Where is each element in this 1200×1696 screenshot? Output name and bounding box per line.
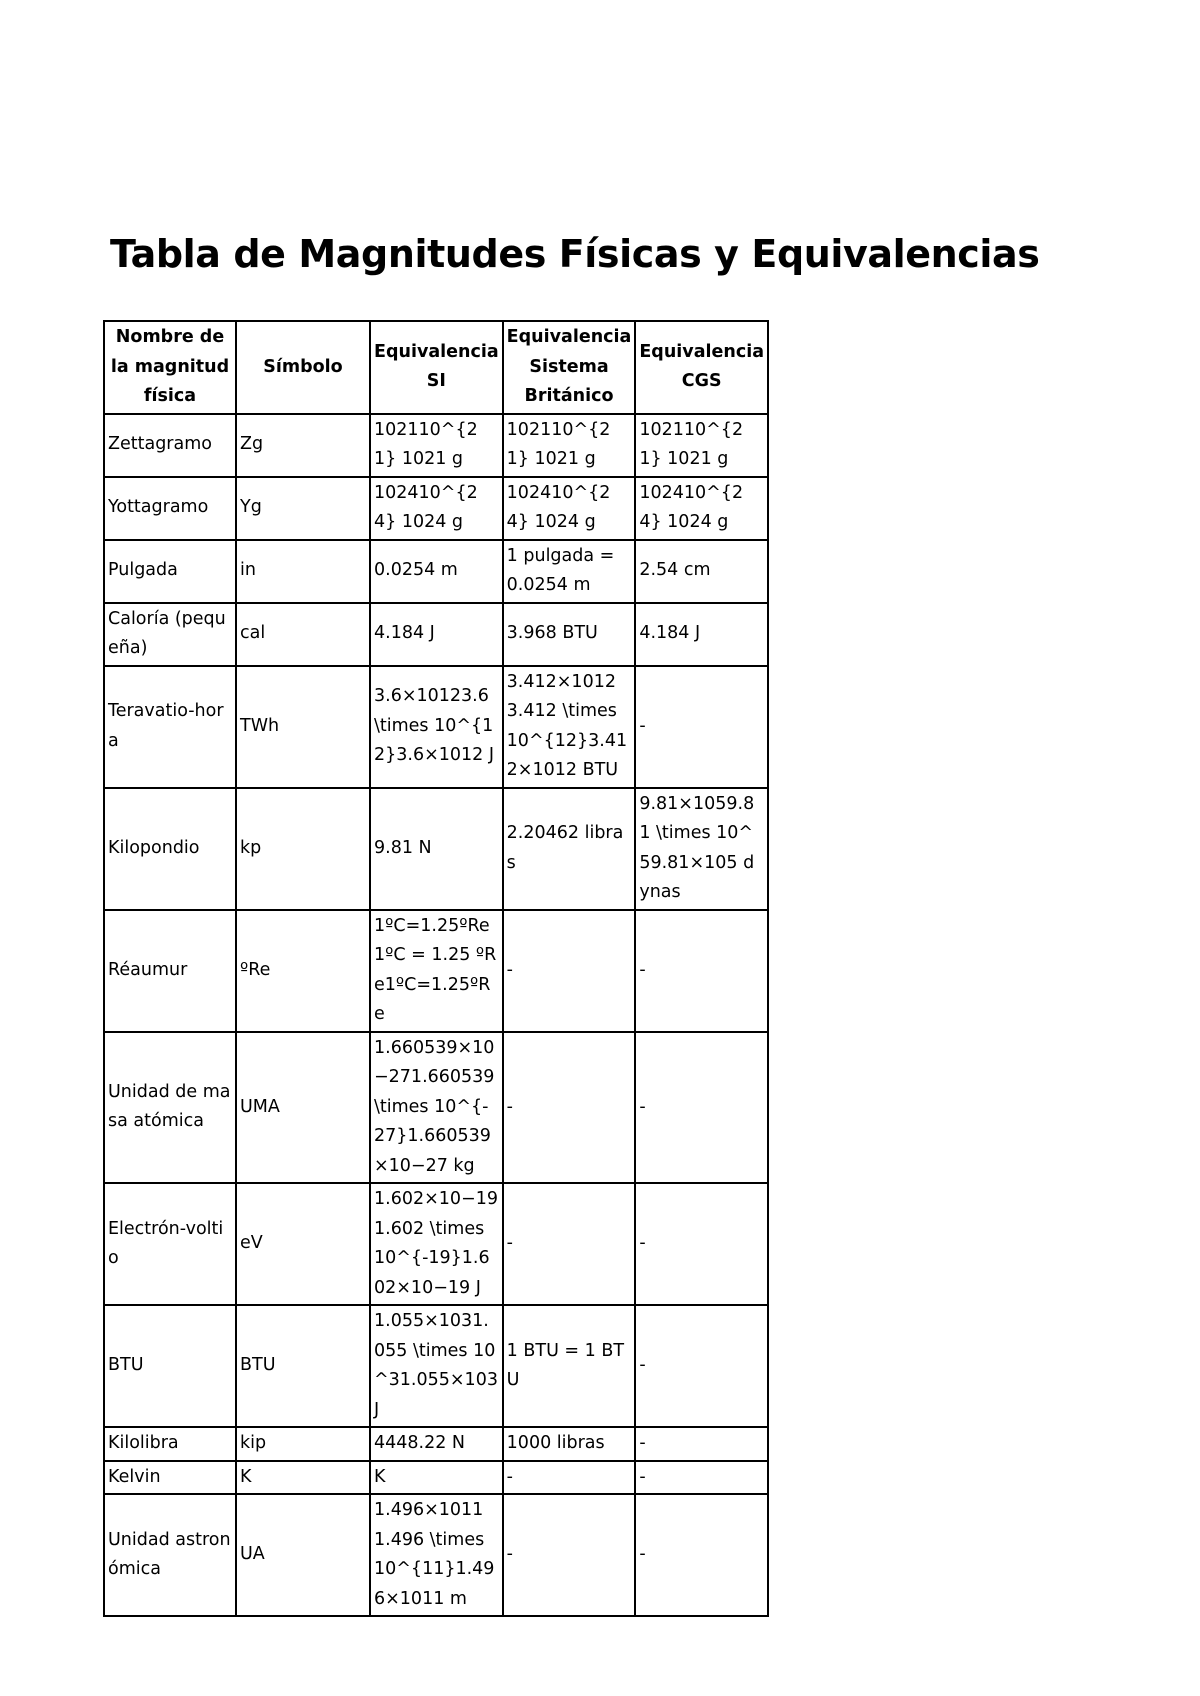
table-cell: - [635,910,768,1032]
table-cell: 4.184 J [370,603,503,666]
table-cell: 102110^{21} 1021 g [503,414,636,477]
table-row [104,414,768,477]
header-row [104,321,768,414]
table-cell: - [503,1183,636,1305]
table-cell: - [635,1305,768,1427]
table-cell: Pulgada [104,540,236,603]
table-cell: Caloría (pequeña) [104,603,236,666]
table-cell: Kelvin [104,1461,236,1495]
header-cell: Equivalencia CGS [635,321,768,414]
table-cell: - [503,1461,636,1495]
table-cell: Unidad de masa atómica [104,1032,236,1184]
table-cell: kip [236,1427,370,1461]
table-cell: UA [236,1494,370,1616]
table-cell: Zg [236,414,370,477]
table-row [104,1183,768,1305]
table-cell: - [635,1494,768,1616]
table-cell: ºRe [236,910,370,1032]
table-cell: eV [236,1183,370,1305]
table-row [104,540,768,603]
table-cell: Réaumur [104,910,236,1032]
table-cell: 1.496×10111.496 \times 10^{11}1.496×1011 m [370,1494,503,1616]
table-cell: Kilolibra [104,1427,236,1461]
table-cell: - [635,1183,768,1305]
table-cell: 1ºC=1.25ºRe1ºC = 1.25 ºRe1ºC=1.25ºRe [370,910,503,1032]
table-cell: - [635,1032,768,1184]
table-cell: 1000 libras [503,1427,636,1461]
table-cell: Teravatio-hora [104,666,236,788]
table-row [104,1461,768,1495]
table-cell: K [236,1461,370,1495]
magnitudes-table [103,320,769,1617]
table-cell: 2.20462 libras [503,788,636,910]
table-cell: 1.055×1031.055 \times 10^31.055×103 J [370,1305,503,1427]
table-cell: Electrón-voltio [104,1183,236,1305]
table-cell: TWh [236,666,370,788]
table-cell: 102110^{21} 1021 g [370,414,503,477]
table-cell: 102110^{21} 1021 g [635,414,768,477]
table-cell: - [635,666,768,788]
table-cell: - [503,1494,636,1616]
table-row [104,788,768,910]
table-cell: UMA [236,1032,370,1184]
table-cell: 1 pulgada = 0.0254 m [503,540,636,603]
table-cell: BTU [104,1305,236,1427]
page-title: Tabla de Magnitudes Físicas y Equivalencias [110,232,1040,276]
table-cell: Zettagramo [104,414,236,477]
table-cell: - [635,1427,768,1461]
table-row [104,1494,768,1616]
table-cell: cal [236,603,370,666]
table-cell: Kilopondio [104,788,236,910]
table-cell: in [236,540,370,603]
table-cell: K [370,1461,503,1495]
table-cell: BTU [236,1305,370,1427]
table-row [104,1032,768,1184]
table-cell: 3.412×10123.412 \times 10^{12}3.412×1012 BTU [503,666,636,788]
table-cell: 3.6×10123.6 \times 10^{12}3.6×1012 J [370,666,503,788]
header-cell: Símbolo [236,321,370,414]
table-cell: 4448.22 N [370,1427,503,1461]
table-cell: 9.81 N [370,788,503,910]
table-row [104,477,768,540]
table-cell: kp [236,788,370,910]
table-cell: - [503,1032,636,1184]
table-row [104,1427,768,1461]
table-cell: 1.602×10−191.602 \times 10^{-19}1.602×10−19 J [370,1183,503,1305]
table-cell: 4.184 J [635,603,768,666]
table-cell: - [635,1461,768,1495]
table-row [104,1305,768,1427]
table-cell: 2.54 cm [635,540,768,603]
table-row [104,666,768,788]
table-cell: 102410^{24} 1024 g [370,477,503,540]
header-cell: Equivalencia Sistema Británico [503,321,636,414]
table-cell: Unidad astronómica [104,1494,236,1616]
header-cell: Equivalencia SI [370,321,503,414]
table-row [104,910,768,1032]
table-cell: 0.0254 m [370,540,503,603]
table-cell: Yottagramo [104,477,236,540]
table-cell: 1.660539×10−271.660539 \times 10^{-27}1.660539×10−27 kg [370,1032,503,1184]
table-cell: 9.81×1059.81 \times 10^59.81×105 dynas [635,788,768,910]
header-cell: Nombre de la magnitud física [104,321,236,414]
table-cell: 3.968 BTU [503,603,636,666]
table-row [104,603,768,666]
table-cell: 1 BTU = 1 BTU [503,1305,636,1427]
table-body [104,414,768,1617]
table-cell: - [503,910,636,1032]
table-cell: 102410^{24} 1024 g [635,477,768,540]
table-cell: 102410^{24} 1024 g [503,477,636,540]
table-cell: Yg [236,477,370,540]
